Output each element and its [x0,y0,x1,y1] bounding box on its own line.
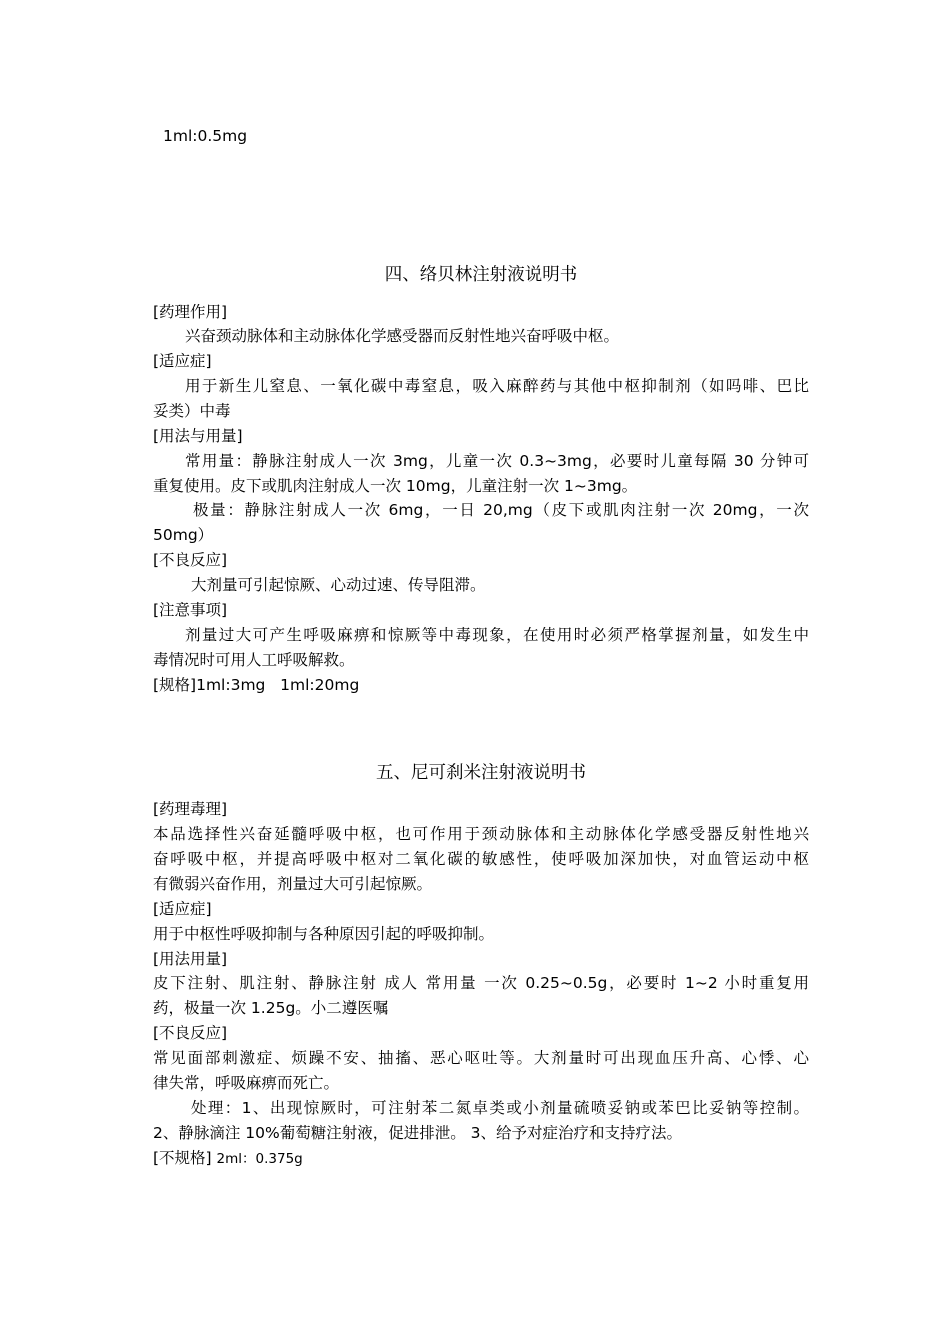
section4-precautions-heading: [注意事项] [153,601,228,619]
section4-dosage-line2: 重复使用。皮下或肌肉注射成人一次 10mg，儿童注射一次 1~3mg。 [153,477,638,495]
section4-indications-heading: [适应症] [153,352,212,370]
section5-title: 五、尼可刹米注射液说明书 [376,763,586,783]
section4-pharmacology-text: 兴奋颈动脉体和主动脉体化学感受器而反射性地兴奋呼吸中枢。 [185,327,620,345]
section5-dosage-heading: [用法用量] [153,950,228,968]
section5-indications-text: 用于中枢性呼吸抑制与各种原因引起的呼吸抑制。 [153,925,495,943]
section5-treatment-line2: 2、静脉滴注 10%葡萄糖注射液，促进排泄。 3、给予对症治疗和支持疗法。 [153,1124,683,1142]
section4-dosage-line4: 50mg） [153,526,214,544]
section4-dosage-heading: [用法与用量] [153,427,243,445]
section5-adverse-line1: 常见面部刺激症、烦躁不安、抽搐、恶心呕吐等。大剂量时可出现血压升高、心悸、心 [153,1049,809,1067]
section4-adverse-heading: [不良反应] [153,551,228,569]
section4-precautions-line2: 毒情况时可用人工呼吸解救。 [153,651,355,669]
section5-pharmacology-line3: 有微弱兴奋作用，剂量过大可引起惊厥。 [153,875,433,893]
section5-pharmacology-heading: [药理毒理] [153,800,228,818]
section4-precautions-line1: 剂量过大可产生呼吸麻痹和惊厥等中毒现象，在使用时必须严格掌握剂量，如发生中 [185,626,809,644]
section5-indications-heading: [适应症] [153,900,212,918]
section4-pharmacology-heading: [药理作用] [153,303,228,321]
section5-dosage-line1: 皮下注射、肌注射、静脉注射 成人 常用量 一次 0.25~0.5g，必要时 1~2 小时重复用 [153,974,809,992]
carryover-spec: 1ml:0.5mg [163,127,248,145]
section4-title: 四、络贝林注射液说明书 [384,265,578,285]
section5-adverse-heading: [不良反应] [153,1024,228,1042]
section5-spec-line [153,1146,809,1172]
section4-dosage-line3: 极量：静脉注射成人一次 6mg，一日 20,mg（皮下或肌肉注射一次 20mg，一次 [193,501,809,519]
section5-treatment-line1: 处理：1、出现惊厥时，可注射苯二氮卓类或小剂量硫喷妥钠或苯巴比妥钠等控制。 [191,1099,809,1117]
section4-spec-line: [规格]1ml:3mg 1ml:20mg [153,676,360,694]
section5-spec-label: [不规格] [153,1149,212,1167]
section5-adverse-line2: 律失常，呼吸麻痹而死亡。 [153,1074,340,1092]
section4-indications-line1: 用于新生儿窒息、一氧化碳中毒窒息，吸入麻醉药与其他中枢抑制剂（如吗啡、巴比 [185,377,809,395]
section5-pharmacology-line1: 本品选择性兴奋延髓呼吸中枢，也可作用于颈动脉体和主动脉体化学感受器反射性地兴 [153,825,809,843]
section5-pharmacology-line2: 奋呼吸中枢，并提高呼吸中枢对二氧化碳的敏感性，使呼吸加深加快，对血管运动中枢 [153,850,809,868]
section4-dosage-line1: 常用量：静脉注射成人一次 3mg，儿童一次 0.3~3mg，必要时儿童每隔 30 分钟可 [185,452,809,470]
section4-indications-line2: 妥类）中毒 [153,402,231,420]
section5-dosage-line2: 药，极量一次 1.25g。小二遵医嘱 [153,999,389,1017]
section4-adverse-text: 大剂量可引起惊厥、心动过速、传导阻滞。 [191,576,486,594]
section5-spec-value: 2ml：0.375g [216,1151,303,1167]
